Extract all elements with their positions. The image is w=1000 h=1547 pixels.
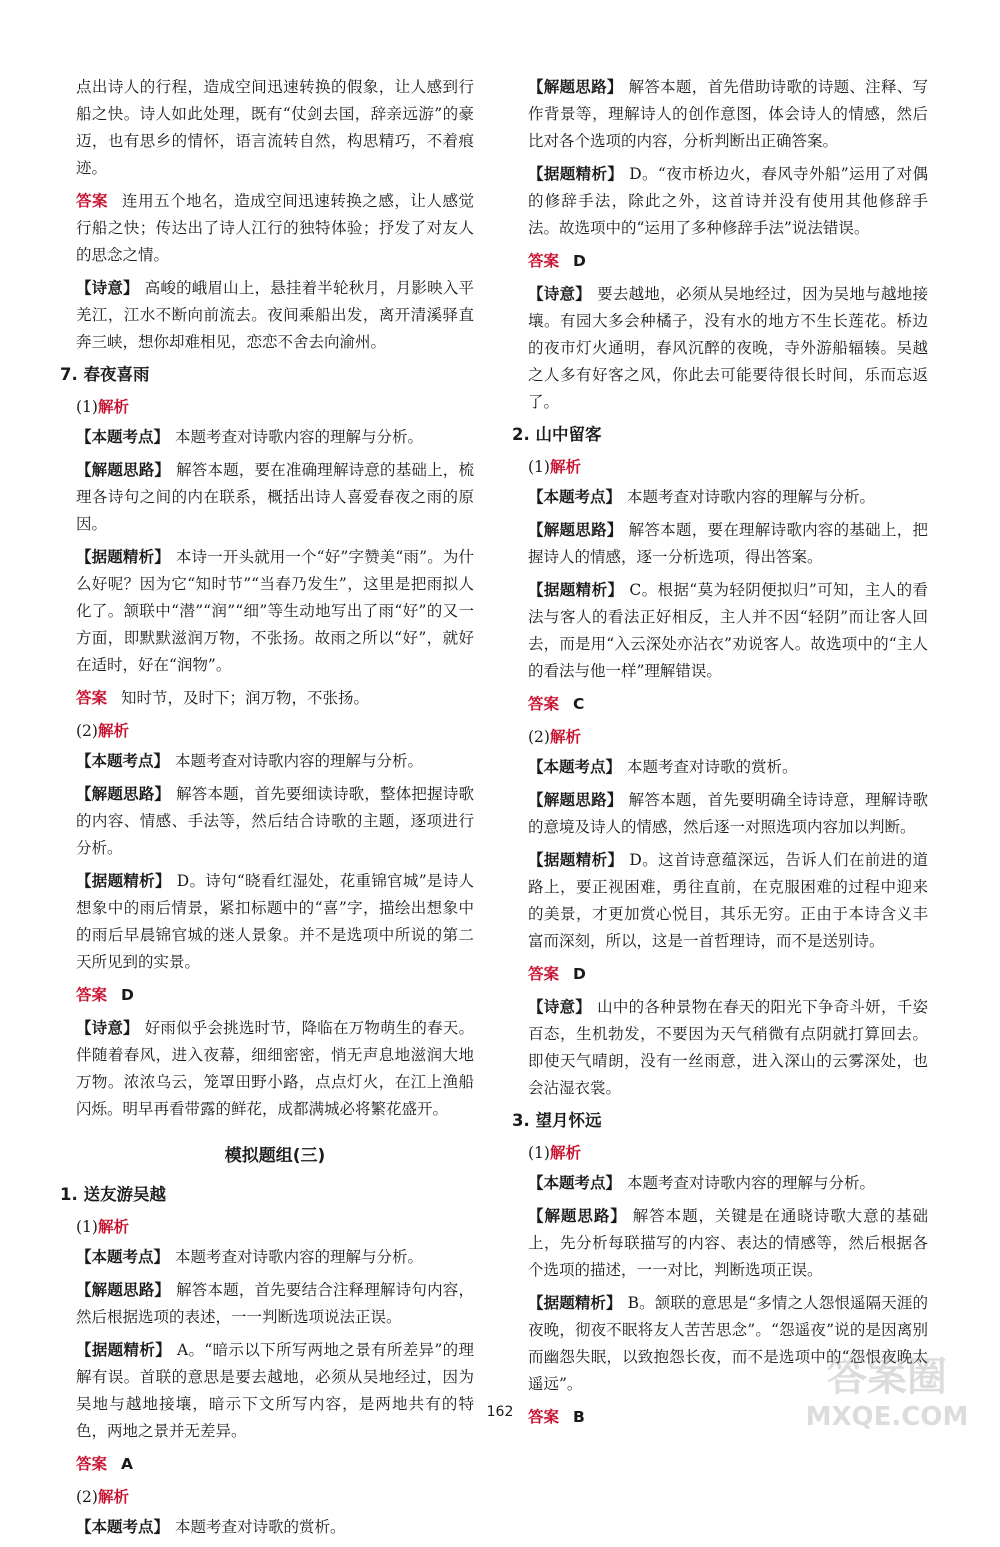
sub-question-number: (2) <box>528 728 550 746</box>
sub-question-heading <box>76 394 474 420</box>
paragraph-text: 点出诗人的行程，造成空间迅速转换的假象，让人感到行船之快。诗人如此处理，既有“仗剑去国，辞亲远游”的豪迈，也有思乡的情怀，语言流转自然，构思精巧，不着痕迹。 <box>76 78 474 177</box>
section-tag: 【诗意】 <box>76 1019 139 1037</box>
answer-label: 答案 <box>528 965 560 983</box>
paragraph-text: D。“夜市桥边火，春风寺外船”运用了对偶的修辞手法，除此之外，这首诗并没有使用其他修辞手法。故选项中的“运用了多种修辞手法”说法错误。 <box>528 165 928 237</box>
analysis-label: 解析 <box>97 722 129 740</box>
section-tag: 【据题精析】 <box>528 165 624 183</box>
paragraph-text: 高峻的峨眉山上，悬挂着半轮秋月，月影映入平羌江，江水不断向前流去。夜间乘船出发，离开清溪驿直奔三峡，想你却难相见，恋恋不舍去向渝州。 <box>76 279 474 351</box>
tagged-paragraph <box>76 1015 474 1123</box>
paragraph-text: D。诗句“晓看红湿处，花重锦官城”是诗人想象中的雨后情景，紧扣标题中的“喜”字，描绘出想象中的雨后早晨锦官城的迷人景象。并不是选项中所说的第二天所见到的实景。 <box>76 872 474 971</box>
tagged-paragraph <box>528 517 928 571</box>
tagged-paragraph <box>528 1170 928 1197</box>
paragraph-text: 本题考查对诗歌的赏析。 <box>627 758 798 776</box>
paragraph-text: 本诗一开头就用一个“好”字赞美“雨”。为什么好呢？因为它“知时节”“当春乃发生”，这里是把雨拟人化了。颔联中“潜”“润”“细”等生动地写出了雨“好”的又一方面，即默默滋润万物，不张扬。故雨之所以“好”，就好在适时，好在“润物”。 <box>76 548 474 674</box>
section-tag: 【据题精析】 <box>528 1294 622 1312</box>
section-tag: 【解题思路】 <box>76 461 171 479</box>
sub-question-number: (1) <box>528 458 550 476</box>
sub-question-heading <box>76 1214 474 1240</box>
section-tag: 【据题精析】 <box>528 581 624 599</box>
paragraph-text: 解答本题，首先要明确全诗诗意，理解诗歌的意境及诗人的情感，然后逐一对照选项内容加以判断。 <box>528 791 928 836</box>
analysis-label: 解析 <box>549 458 581 476</box>
tagged-paragraph <box>528 577 928 685</box>
tagged-paragraph <box>76 1514 474 1541</box>
tagged-paragraph <box>528 74 928 155</box>
answer-label: 答案 <box>76 1455 108 1473</box>
section-tag: 【据题精析】 <box>76 548 170 566</box>
section-tag: 【诗意】 <box>528 998 592 1016</box>
answer-line <box>528 691 928 718</box>
question-heading: 2. 山中留客 <box>512 425 602 444</box>
paragraph-text: 解答本题，关键是在通晓诗歌大意的基础上，先分析每联描写的内容、表达的情感等，然后根据各个选项的描述，一一对比，判断选项正误。 <box>528 1207 928 1279</box>
watermark-url: MXQE.COM <box>805 1402 969 1432</box>
tagged-paragraph <box>528 1203 928 1284</box>
question-heading: 7. 春夜喜雨 <box>60 365 150 384</box>
answer-line <box>76 188 474 269</box>
section-tag: 【本题考点】 <box>76 1518 170 1536</box>
section-tag: 【本题考点】 <box>528 1174 622 1192</box>
paragraph-text: 解答本题，要在准确理解诗意的基础上，梳理各诗句之间的内在联系，概括出诗人喜爱春夜之雨的原因。 <box>76 461 474 533</box>
tagged-paragraph <box>528 484 928 511</box>
tagged-paragraph <box>76 868 474 976</box>
answer-line <box>76 685 474 712</box>
tagged-paragraph <box>76 1337 474 1445</box>
tagged-paragraph <box>528 787 928 841</box>
tagged-paragraph <box>76 748 474 775</box>
section-tag: 【解题思路】 <box>76 1281 171 1299</box>
paragraph-text: 本题考查对诗歌内容的理解与分析。 <box>175 752 424 770</box>
section-tag: 【本题考点】 <box>76 1248 170 1266</box>
sub-question-number: (2) <box>76 1488 98 1506</box>
sub-question-heading <box>528 1140 928 1166</box>
paragraph-text: 要去越地，必须从吴地经过，因为吴地与越地接壤。有园大多会种橘子，没有水的地方不生长莲花。桥边的夜市灯火通明，春风沉醉的夜晚，寺外游船辐辏。吴越之人多有好客之风，你此去可能要待很长时间，乐而忘返了。 <box>528 285 928 411</box>
section-tag: 【解题思路】 <box>76 785 171 803</box>
sub-question-number: (2) <box>76 722 98 740</box>
section-tag: 【本题考点】 <box>76 428 170 446</box>
paragraph-text: 本题考查对诗歌内容的理解与分析。 <box>175 1248 424 1266</box>
answer-line <box>528 248 928 275</box>
paragraph-text: 解答本题，首先借助诗歌的诗题、注释、写作背景等，理解诗人的创作意图，体会诗人的情感，然后比对各个选项的内容，分析判断出正确答案。 <box>528 78 928 150</box>
sub-question-heading <box>528 454 928 480</box>
section-tag: 【解题思路】 <box>528 1207 627 1225</box>
paragraph-text: 本题考查对诗歌内容的理解与分析。 <box>627 1174 876 1192</box>
answer-line <box>76 982 474 1009</box>
paragraph-text: 解答本题，首先要细读诗歌，整体把握诗歌的内容、情感、手法等，然后结合诗歌的主题，逐项进行分析。 <box>76 785 474 857</box>
tagged-paragraph <box>76 424 474 451</box>
watermark-logo <box>792 1345 982 1435</box>
tagged-paragraph <box>528 847 928 955</box>
answer-label: 答案 <box>76 689 108 707</box>
section-tag: 【诗意】 <box>528 285 592 303</box>
question-heading: 1. 送友游吴越 <box>60 1185 166 1204</box>
section-tag: 【据题精析】 <box>76 872 171 890</box>
analysis-label: 解析 <box>97 1218 129 1236</box>
answer-value: 知时节，及时下；润万物，不张扬。 <box>121 689 370 707</box>
tagged-paragraph <box>528 754 928 781</box>
tagged-paragraph <box>528 161 928 242</box>
answer-value: D <box>121 986 134 1004</box>
sub-question-number: (1) <box>528 1144 550 1162</box>
paragraph-text: D。这首诗意蕴深远，告诉人们在前进的道路上，要正视困难，勇往直前，在克服困难的过程中迎来的美景，才更加赏心悦目，其乐无穷。正由于本诗含义丰富而深刻，所以，这是一首哲理诗，而不是送别诗。 <box>528 851 928 950</box>
page-number: 162 <box>486 1404 514 1420</box>
paragraph-text: A。“暗示以下所写两地之景有所差异”的理解有误。首联的意思是要去越地，必须从吴地经过，因为吴地与越地接壤，暗示下文所写内容，是两地共有的特色，两地之景并无差异。 <box>76 1341 474 1440</box>
analysis-label: 解析 <box>97 398 129 416</box>
answer-value: D <box>573 252 586 270</box>
left-column <box>60 74 474 1547</box>
tagged-paragraph <box>76 275 474 356</box>
analysis-label: 解析 <box>97 1488 129 1506</box>
tagged-paragraph <box>76 544 474 679</box>
answer-value: D <box>573 965 586 983</box>
analysis-label: 解析 <box>549 1144 581 1162</box>
section-tag: 【据题精析】 <box>528 851 624 869</box>
tagged-paragraph <box>76 1244 474 1271</box>
answer-label: 答案 <box>528 695 560 713</box>
section-tag: 【本题考点】 <box>528 488 622 506</box>
answer-label: 答案 <box>76 986 108 1004</box>
paragraph-text: 解答本题，要在理解诗歌内容的基础上，把握诗人的情感，逐一分析选项，得出答案。 <box>528 521 928 566</box>
section-title: 模拟题组(三) <box>224 1146 326 1166</box>
answer-label: 答案 <box>76 192 109 210</box>
sub-question-heading <box>528 724 928 750</box>
answer-label: 答案 <box>528 252 560 270</box>
section-tag: 【本题考点】 <box>528 758 622 776</box>
paragraph-text: 本题考查对诗歌的赏析。 <box>175 1518 346 1536</box>
section-tag: 【解题思路】 <box>528 521 623 539</box>
section-tag: 【据题精析】 <box>76 1341 172 1359</box>
answer-value: C <box>573 695 585 713</box>
tagged-paragraph <box>528 281 928 416</box>
tagged-paragraph <box>76 457 474 538</box>
paragraph-text: 山中的各种景物在春天的阳光下争奇斗妍，千姿百态，生机勃发，不要因为天气稍微有点阴就打算回去。即使天气晴朗，没有一丝雨意，进入深山的云雾深处，也会沾湿衣裳。 <box>528 998 928 1097</box>
section-tag: 【解题思路】 <box>528 791 623 809</box>
tagged-paragraph <box>528 994 928 1102</box>
answer-value: 连用五个地名，造成空间迅速转换之感，让人感觉行船之快；传达出了诗人江行的独特体验；抒发了对友人的思念之情。 <box>76 192 474 264</box>
answer-line <box>528 961 928 988</box>
tagged-paragraph <box>76 1277 474 1331</box>
analysis-label: 解析 <box>549 728 581 746</box>
paragraph-text: 解答本题，首先要结合注释理解诗句内容，然后根据选项的表述，一一判断选项说法正误。 <box>76 1281 474 1326</box>
sub-question-number: (1) <box>76 398 98 416</box>
answer-value: B <box>573 1408 585 1426</box>
sub-question-heading <box>76 718 474 744</box>
paragraph-text: 本题考查对诗歌内容的理解与分析。 <box>627 488 876 506</box>
sub-question-heading <box>76 1484 474 1510</box>
paragraph-text: B。颔联的意思是“多情之人怨恨遥隔天涯的夜晚，彻夜不眠将友人苦苦思念”。“怨遥夜”说的是因离别而幽怨失眠，以致抱怨长夜，而不是选项中的“怨恨夜晚太遥远”。 <box>528 1294 928 1393</box>
answer-value: A <box>121 1455 134 1473</box>
tagged-paragraph <box>76 781 474 862</box>
section-tag: 【本题考点】 <box>76 752 170 770</box>
answer-line <box>76 1451 474 1478</box>
paragraph-text: 好雨似乎会挑选时节，降临在万物萌生的春天。伴随着春风，进入夜幕，细细密密，悄无声息地滋润大地万物。浓浓乌云，笼罩田野小路，点点灯火，在江上渔船闪烁。明早再看带露的鲜花，成都满城必将繁花盛开。 <box>76 1019 474 1118</box>
watermark-text: 答案圈 <box>827 1354 947 1400</box>
section-tag: 【诗意】 <box>76 279 139 297</box>
question-heading: 3. 望月怀远 <box>512 1111 602 1130</box>
section-tag: 【解题思路】 <box>528 78 623 96</box>
paragraph-text: 本题考查对诗歌内容的理解与分析。 <box>175 428 424 446</box>
paragraph <box>76 74 474 182</box>
paragraph-text: C。根据“莫为轻阴便拟归”可知，主人的看法与客人的看法正好相反，主人并不因“轻阴”而让客人回去，而是用“入云深处亦沾衣”劝说客人。故选项中的“主人的看法与他一样”理解错误。 <box>528 581 928 680</box>
right-column <box>512 74 928 1437</box>
answer-label: 答案 <box>528 1408 560 1426</box>
sub-question-number: (1) <box>76 1218 98 1236</box>
